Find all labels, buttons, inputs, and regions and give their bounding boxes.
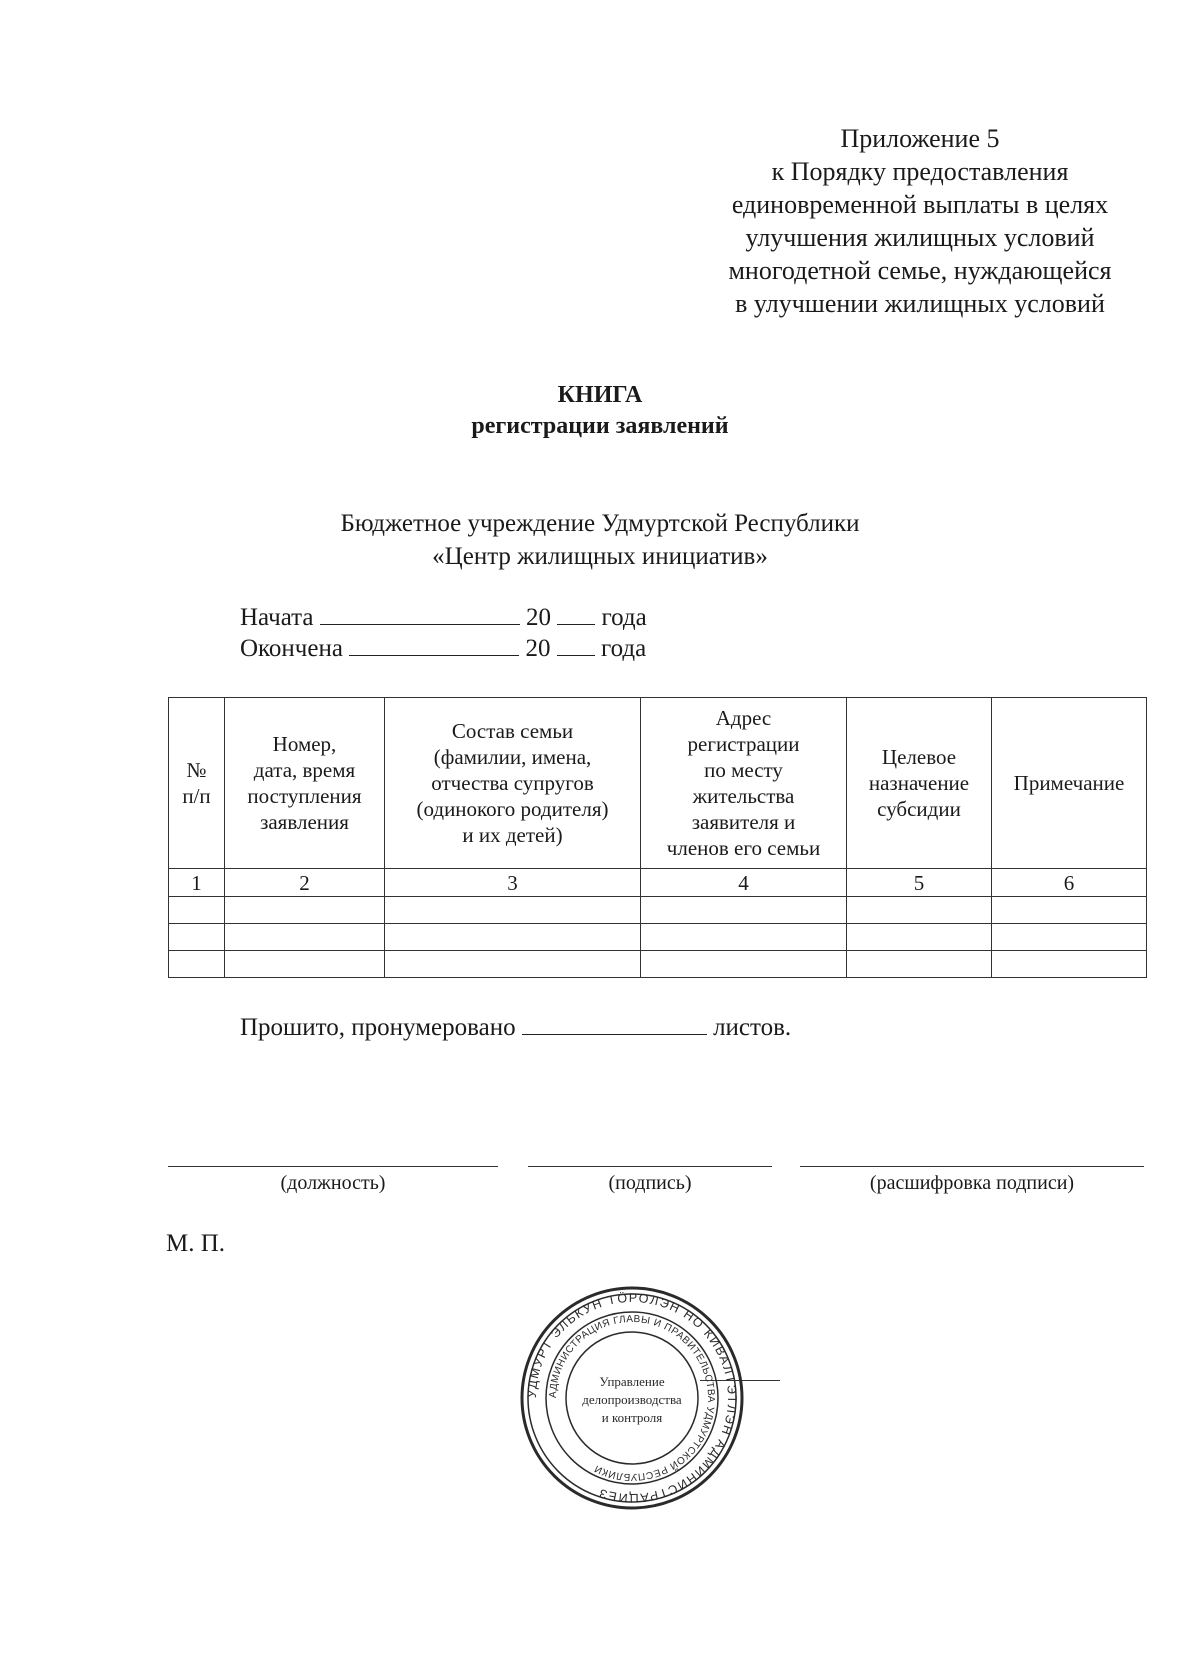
- appendix-line: к Порядку предоставления: [771, 157, 1069, 186]
- organization-line: Бюджетное учреждение Удмуртской Республики: [340, 510, 860, 537]
- decode-line: [800, 1166, 1144, 1167]
- header-address: Адрес регистрации по месту жительства заявителя и членов его семьи: [641, 698, 847, 869]
- decode-label: (расшифровка подписи): [869, 1172, 1075, 1194]
- table-cell: [385, 897, 641, 924]
- seal-place-label: М. П.: [166, 1230, 226, 1257]
- ended-date-blank: [349, 633, 519, 656]
- ended-year-blank: [557, 633, 595, 656]
- seal-inner-text: АДМИНИСТРАЦИЯ ГЛАВЫ И ПРАВИТЕЛЬСТВА УДМУРТСКОЙ РЕСПУБЛИКИ: [547, 1313, 717, 1483]
- organization-line: «Центр жилищных инициатив»: [432, 543, 768, 570]
- column-number: 1: [169, 869, 225, 897]
- started-row: [240, 602, 647, 633]
- table-row: [169, 951, 1147, 978]
- column-number: 5: [847, 869, 992, 897]
- position-line: [168, 1166, 498, 1167]
- sheets-count-blank: [522, 1012, 707, 1035]
- table-cell: [385, 951, 641, 978]
- appendix-line: улучшения жилищных условий: [745, 223, 1095, 252]
- header-purpose: Целевое назначение субсидии: [847, 698, 992, 869]
- stitched-prefix: Прошито, пронумеровано: [240, 1014, 516, 1041]
- dates-block: [240, 602, 647, 664]
- table-cell: [992, 924, 1147, 951]
- column-number-row: [169, 869, 1147, 897]
- ended-label: Окончена: [240, 635, 343, 662]
- table-cell: [385, 924, 641, 951]
- year-prefix: 20: [525, 635, 551, 662]
- appendix-line: в улучшении жилищных условий: [735, 289, 1105, 318]
- stitched-statement: [240, 1012, 791, 1043]
- title-main: КНИГА: [557, 382, 643, 408]
- table-header-row: [169, 698, 1147, 869]
- seal-outer-text: УДМУРТ ЭЛЬКУН ТӦРОЛЭН НО КИВАЛТЭТЛЭН АДМИНИСТРАЦИЕЗ: [524, 1290, 740, 1506]
- table-cell: [169, 897, 225, 924]
- ended-row: [240, 633, 647, 664]
- appendix-line: единовременной выплаты в целях: [731, 190, 1109, 219]
- table-cell: [169, 951, 225, 978]
- title-sub: регистрации заявлений: [471, 413, 729, 439]
- column-number: 3: [385, 869, 641, 897]
- appendix-header: [680, 122, 1160, 320]
- appendix-line: многодетной семье, нуждающейся: [728, 256, 1112, 285]
- header-number: № п/п: [169, 698, 225, 869]
- table-cell: [169, 924, 225, 951]
- official-seal-icon: [520, 1286, 744, 1510]
- header-application: Номер, дата, время поступления заявления: [225, 698, 385, 869]
- table-cell: [992, 897, 1147, 924]
- position-label: (должность): [280, 1172, 386, 1194]
- signature-line: [528, 1166, 772, 1167]
- header-note: Примечание: [992, 698, 1147, 869]
- table-cell: [641, 924, 847, 951]
- seal-center-line: и контроля: [601, 1410, 663, 1425]
- seal-center-line: делопроизводства: [582, 1392, 682, 1407]
- table-cell: [225, 951, 385, 978]
- year-prefix: 20: [526, 604, 551, 631]
- document-title: [0, 380, 1200, 442]
- table-cell: [847, 924, 992, 951]
- header-family: Состав семьи (фамилии, имена, отчества супругов (одинокого родителя) и их детей): [385, 698, 641, 869]
- table-cell: [225, 924, 385, 951]
- registration-table: [168, 697, 1147, 978]
- year-suffix: года: [601, 604, 647, 631]
- started-year-blank: [557, 602, 595, 625]
- table-cell: [225, 897, 385, 924]
- table-cell: [847, 897, 992, 924]
- appendix-line: Приложение 5: [840, 124, 1000, 153]
- organization-name: [0, 507, 1200, 573]
- year-suffix: года: [600, 635, 647, 662]
- table-cell: [641, 897, 847, 924]
- signature-label: (подпись): [608, 1172, 692, 1194]
- column-number: 6: [992, 869, 1147, 897]
- table-cell: [992, 951, 1147, 978]
- started-date-blank: [320, 602, 520, 625]
- seal-center-line: Управление: [599, 1374, 665, 1389]
- stitched-suffix: листов.: [713, 1014, 792, 1041]
- column-number: 4: [641, 869, 847, 897]
- table-cell: [847, 951, 992, 978]
- table-row: [169, 924, 1147, 951]
- started-label: Начата: [240, 604, 314, 631]
- column-number: 2: [225, 869, 385, 897]
- table-cell: [641, 951, 847, 978]
- table-row: [169, 897, 1147, 924]
